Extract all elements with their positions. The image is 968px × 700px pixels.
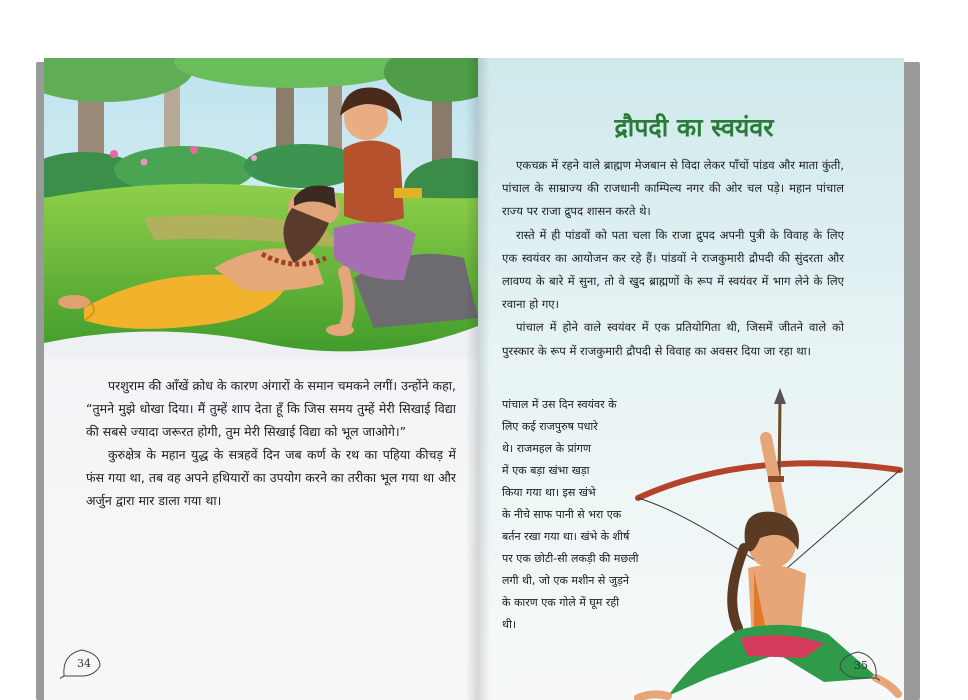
text-line: पांचाल में उस दिन स्वयंवर के <box>502 398 617 411</box>
book-spine-gutter <box>466 58 490 700</box>
text-line: लगी थी, जो एक मशीन से जुड़ने <box>502 574 629 587</box>
text-line: के नीचे साफ पानी से भरा एक <box>502 508 622 521</box>
text-line: पर एक छोटी-सी लकड़ी की मछली <box>502 552 639 565</box>
right-page <box>478 58 904 700</box>
paragraph: एकचक्र में रहने वाले ब्राह्मण मेजबान से विदा लेकर पाँचों पांडव और माता कुंती, पांचाल के साम्राज्य की राजधानी काम्पिल्य नगर की ओर चल पड़े। महान पांचाल राज्य पर राजा द्रुपद शासन करते थे। <box>502 158 844 219</box>
page-number: 35 <box>854 659 868 672</box>
right-page-text <box>502 154 844 363</box>
left-page-text <box>86 374 456 512</box>
paragraph: कुरुक्षेत्र के महान युद्ध के सत्रहवें दिन जब कर्ण के रथ का पहिया कीचड़ में फंस गया था, तब वह अपने हथियारों का उपयोग करने का तरीका भूल गया था और अर्जुन द्वारा मार डाला गया था। <box>86 447 456 508</box>
paragraph: रास्ते में ही पांडवों को पता चला कि राजा द्रुपद अपनी पुत्री के विवाह के लिए एक स्वयंवर का आयोजन कर रहे हैं। पांडवों ने राजकुमारी द्रौपदी की सुंदरता और लावण्य के बारे में सुना, तो वे खुद ब्राह्मणों के रूप में स्वयंवर में भाग लेने के लिए रवाना हो गए। <box>502 227 844 312</box>
page-title: द्रौपदी का स्वयंवर <box>614 113 774 142</box>
paragraph: पांचाल में होने वाले स्वयंवर में एक प्रतियोगिता थी, जिसमें जीतने वाले को पुरस्कार के रूप में राजकुमारी द्रौपदी से विवाह का अवसर दिया जा रहा था। <box>502 320 844 358</box>
text-line: थे। राजमहल के प्रांगण <box>502 442 591 455</box>
parshuram-karna-illustration <box>44 58 478 358</box>
text-line: बर्तन रखा गया था। खंभे के शीर्ष <box>502 530 630 543</box>
text-line: लिए कई राजपुरुष पधारे <box>502 420 598 433</box>
text-line: थी। <box>502 618 517 631</box>
text-line: में एक बड़ा खंभा खड़ा <box>502 464 590 477</box>
paragraph: परशुराम की आँखें क्रोध के कारण अंगारों के समान चमकने लगीं। उन्होंने कहा, “तुमने मुझे धोखा दिया। मैं तुम्हें शाप देता हूँ कि जिस समय तुम्हें मेरी सिखाई विद्या की सबसे ज्यादा जरूरत होगी, तुम मेरी सिखाई विद्या को भूल जाओगे।” <box>86 378 456 439</box>
left-page <box>44 58 478 700</box>
text-line: के कारण एक गोले में घूम रही <box>502 596 620 609</box>
text-line: किया गया था। इस खंभे <box>502 486 596 499</box>
page-number: 34 <box>77 657 91 670</box>
